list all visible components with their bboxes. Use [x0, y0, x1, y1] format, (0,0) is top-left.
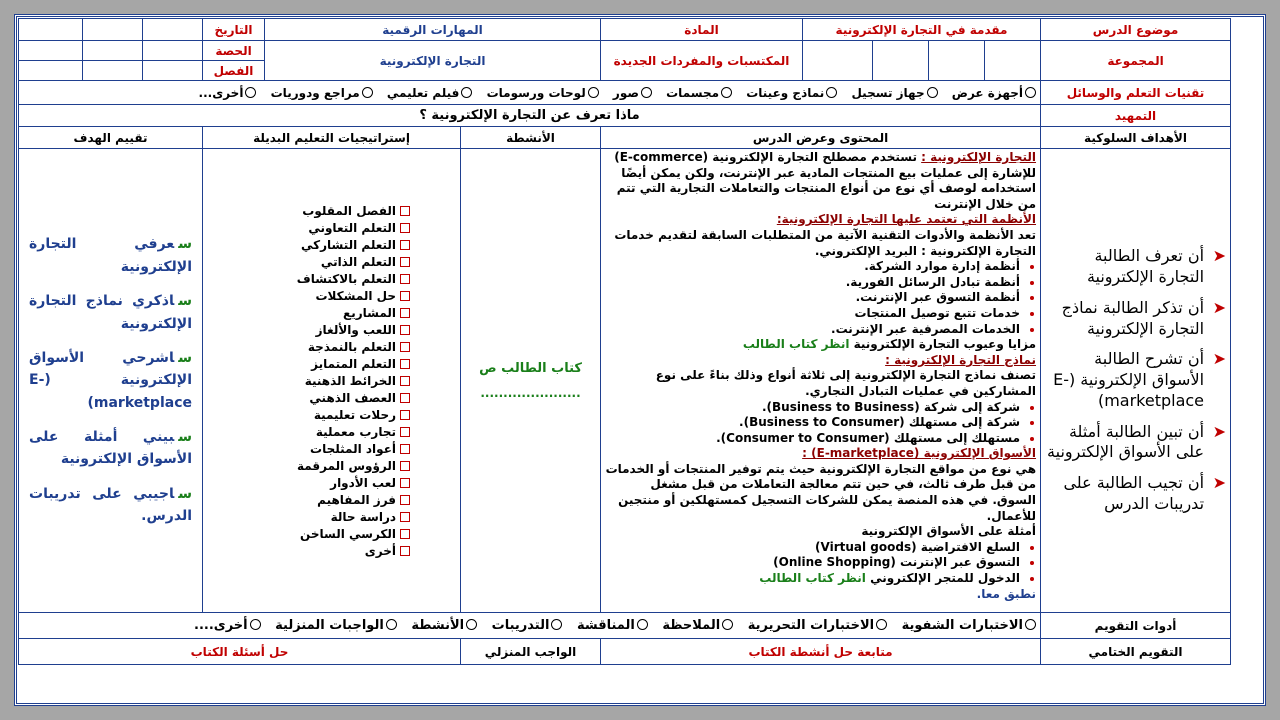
- strategy-item[interactable]: التعلم المتمايز: [207, 357, 410, 371]
- models-item: • شركة إلى شركة (Business to Business).: [605, 400, 1020, 416]
- period-cell: [143, 41, 203, 61]
- strategies-header: إستراتيجيات التعليم البديلة: [203, 127, 461, 149]
- radio-icon[interactable]: [250, 619, 261, 630]
- tool-option[interactable]: نماذج وعينات: [746, 86, 837, 100]
- checkbox-icon[interactable]: [400, 240, 410, 250]
- assessment-option[interactable]: أخرى....: [194, 618, 261, 633]
- book-reference: انظر كتاب الطالب: [742, 337, 854, 352]
- strategy-item[interactable]: الخرائط الذهنية: [207, 374, 410, 388]
- tool-option[interactable]: أجهزة عرض: [952, 86, 1036, 100]
- assessment-option[interactable]: الملاحظة: [662, 618, 733, 633]
- strategy-item[interactable]: التعلم بالنمذجة: [207, 340, 410, 354]
- strategy-item[interactable]: فرز المفاهيم: [207, 493, 410, 507]
- subject-label: المادة: [601, 19, 803, 41]
- strategy-item[interactable]: العصف الذهني: [207, 391, 410, 405]
- strategy-item[interactable]: التعلم التعاوني: [207, 221, 410, 235]
- checkbox-icon[interactable]: [400, 478, 410, 488]
- checkbox-icon[interactable]: [400, 495, 410, 505]
- examples-item: • التسوق عبر الإنترنت (Online Shopping): [605, 555, 1020, 571]
- tool-option[interactable]: مراجع ودوريات: [271, 86, 373, 100]
- strategy-item[interactable]: التعلم التشاركي: [207, 238, 410, 252]
- strategies-cell: [203, 149, 461, 613]
- systems-list: [605, 259, 1036, 337]
- objective-item: ➤ أن تذكر الطالبة نماذج التجارة الإلكترونية: [1061, 297, 1227, 338]
- tools-label: تقنيات التعلم والوسائل: [1041, 81, 1231, 105]
- radio-icon[interactable]: [588, 87, 599, 98]
- objective-item: ➤ أن تجيب الطالبة على تدريبات الدرس: [1063, 473, 1227, 514]
- topic-label: موضوع الدرس: [1041, 19, 1231, 41]
- strategy-item[interactable]: الفصل المقلوب: [207, 204, 410, 218]
- closing-text: نطبق معا.: [976, 586, 1037, 601]
- checkbox-icon[interactable]: [400, 444, 410, 454]
- period-cell: [83, 41, 143, 61]
- evaluation-question: ساشرحي الأسواق الإلكترونية (E-marketplace): [29, 349, 192, 411]
- tool-option[interactable]: لوحات ورسومات: [487, 86, 599, 100]
- checkbox-icon[interactable]: [400, 393, 410, 403]
- checkbox-icon[interactable]: [400, 308, 410, 318]
- assessment-option[interactable]: الاختبارات الشفوية: [902, 618, 1036, 633]
- examples-item: • الدخول للمتجر الإلكتروني انظر كتاب الطالب: [605, 571, 1020, 587]
- evaluation-header: تقييم الهدف: [19, 127, 203, 149]
- group-cell: [929, 41, 985, 81]
- lesson-plan-table: [18, 18, 1231, 665]
- strategy-item[interactable]: المشاريع: [207, 306, 410, 320]
- examples-list: [605, 540, 1036, 587]
- assessment-option[interactable]: المناقشة: [577, 618, 648, 633]
- header-row-2: [19, 41, 1231, 61]
- tools-row: [19, 81, 1231, 105]
- activities-cell: [461, 149, 601, 613]
- assessment-option[interactable]: الواجبات المنزلية: [275, 618, 397, 633]
- systems-item: • أنظمة إدارة موارد الشركة.: [605, 259, 1020, 275]
- systems-item: • أنظمة التسوق عبر الإنترنت.: [605, 290, 1020, 306]
- group-cell: [803, 41, 873, 81]
- book-reference: انظر كتاب الطالب: [759, 571, 871, 586]
- activities-book: كتاب الطالب ص: [479, 361, 582, 376]
- strategy-item[interactable]: تجارب معملية: [207, 425, 410, 439]
- checkbox-icon[interactable]: [400, 342, 410, 352]
- radio-icon[interactable]: [466, 619, 477, 630]
- systems-item: • الخدمات المصرفية عبر الإنترنت.: [605, 322, 1020, 338]
- period-label: الحصة: [203, 41, 265, 61]
- content-cell: [601, 149, 1041, 613]
- strategy-item[interactable]: حل المشكلات: [207, 289, 410, 303]
- market-text: هي نوع من مواقع التجارة الإلكترونية حيث يتم توفير المنتجات أو الخدمات من قبل طرف ثالث، في حين تتم معالجة التعاملات من قبل مشغل السوق. في هذه المنصة يمكن للشركات التسجيل كمستهلكين أو منتجين للأعمال.: [605, 461, 1037, 523]
- tool-option[interactable]: فيلم تعليمي: [387, 86, 473, 100]
- checkbox-icon[interactable]: [400, 512, 410, 522]
- radio-icon[interactable]: [245, 87, 256, 98]
- models-title: نماذج التجارة الإلكترونية :: [885, 352, 1037, 367]
- radio-icon[interactable]: [1025, 87, 1036, 98]
- vocab-label: المكتسبات والمفردات الجديدة: [601, 41, 803, 81]
- assessment-option[interactable]: التدريبات: [492, 618, 563, 633]
- topic-value: مقدمة في التجارة الإلكترونية: [803, 19, 1041, 41]
- arrow-icon: ➤: [1212, 473, 1227, 493]
- strategy-item[interactable]: الكرسي الساخن: [207, 527, 410, 541]
- activities-dots: ......................: [480, 386, 581, 400]
- strategy-item[interactable]: الرؤوس المرقمة: [207, 459, 410, 473]
- arrow-icon: ➤: [1212, 421, 1227, 441]
- content-header: المحتوى وعرض الدرس: [601, 127, 1041, 149]
- assessment-option[interactable]: الاختبارات التحريرية: [748, 618, 887, 633]
- evaluation-question: ساذكري نماذج التجارة الإلكترونية: [29, 293, 192, 332]
- intro-label: التمهيد: [1041, 105, 1231, 127]
- book-questions: حل أسئلة الكتاب: [19, 639, 461, 665]
- tool-option[interactable]: مجسمات: [666, 86, 732, 100]
- final-row: [19, 639, 1231, 665]
- arrow-icon: ➤: [1212, 246, 1227, 266]
- subject-value: المهارات الرقمية: [265, 19, 601, 41]
- radio-icon[interactable]: [721, 87, 732, 98]
- class-cell: [19, 61, 83, 81]
- systems-item: • أنظمة تبادل الرسائل الفورية.: [605, 275, 1020, 291]
- examples-item: • السلع الافتراضية (Virtual goods): [605, 540, 1020, 556]
- final-activities: متابعة حل أنشطة الكتاب: [601, 639, 1041, 665]
- class-label: الفصل: [203, 61, 265, 81]
- models-list: [605, 400, 1036, 447]
- strategy-item[interactable]: دراسة حالة: [207, 510, 410, 524]
- strategy-item[interactable]: لعب الأدوار: [207, 476, 410, 490]
- evaluation-question: سبيني أمثلة على الأسواق الإلكترونية: [29, 429, 192, 468]
- objectives-header: الأهداف السلوكية: [1041, 127, 1231, 149]
- homework-label: الواجب المنزلي: [461, 639, 601, 665]
- checkbox-icon[interactable]: [400, 376, 410, 386]
- radio-icon[interactable]: [362, 87, 373, 98]
- models-item: • شركة إلى مستهلك (Business to Consumer).: [605, 415, 1020, 431]
- assessment-label: أدوات التقويم: [1041, 613, 1231, 639]
- checkbox-icon[interactable]: [400, 461, 410, 471]
- radio-icon[interactable]: [722, 619, 733, 630]
- group-cell: [985, 41, 1041, 81]
- examples-text: أمثلة على الأسواق الإلكترونية: [861, 524, 1037, 539]
- radio-icon[interactable]: [1025, 619, 1036, 630]
- checkbox-icon[interactable]: [400, 291, 410, 301]
- assessment-row: [19, 613, 1231, 639]
- objective-item: ➤ أن تشرح الطالبة الأسواق الإلكترونية (E-marketplace): [1053, 349, 1227, 410]
- strategy-item[interactable]: أعواد المثلجات: [207, 442, 410, 456]
- strategy-item[interactable]: التعلم الذاتي: [207, 255, 410, 269]
- strategy-item[interactable]: أخرى: [207, 544, 410, 558]
- models-text: تصنف نماذج التجارة الإلكترونية إلى ثلاثة أنواع وذلك بناءً على نوع المشاركين في عمليات التبادل التجاري.: [655, 368, 1037, 398]
- checkbox-icon[interactable]: [400, 427, 410, 437]
- market-title: الأسواق الإلكترونية (E-marketplace) :: [802, 446, 1037, 461]
- class-cell: [83, 61, 143, 81]
- checkbox-icon[interactable]: [400, 257, 410, 267]
- date-cell: [19, 19, 83, 41]
- radio-icon[interactable]: [826, 87, 837, 98]
- checkbox-icon[interactable]: [400, 223, 410, 233]
- assessment-option[interactable]: الأنشطة: [411, 618, 477, 633]
- definition-text: تستخدم مصطلح التجارة الإلكترونية (E-commerce) للإشارة إلى عمليات بيع المنتجات المادية عبر الإنترنت، ولكن يمكن أيضًا استخدامه لوصف أي نوع من أنواع المنتجات والتعاملات التجارية التي تتم من خلال الإنترنت: [614, 150, 1037, 211]
- objectives-cell: [1041, 149, 1231, 613]
- tools-list: [19, 81, 1041, 105]
- pros-line: مزايا وعيوب التجارة الإلكترونية انظر كتاب الطالب: [742, 337, 1037, 352]
- arrow-icon: ➤: [1212, 349, 1227, 369]
- activities-header: الأنشطة: [461, 127, 601, 149]
- final-label: التقويم الختامي: [1041, 639, 1231, 665]
- radio-icon[interactable]: [641, 87, 652, 98]
- radio-icon[interactable]: [551, 619, 562, 630]
- radio-icon[interactable]: [461, 87, 472, 98]
- checkbox-icon[interactable]: [400, 325, 410, 335]
- radio-icon[interactable]: [927, 87, 938, 98]
- objective-item: ➤ أن تعرف الطالبة التجارة الإلكترونية: [1086, 246, 1227, 286]
- main-row: [19, 149, 1231, 613]
- columns-header-row: [19, 127, 1231, 149]
- tool-option[interactable]: صور: [613, 86, 652, 100]
- period-cell: [19, 41, 83, 61]
- intro-row: [19, 105, 1231, 127]
- evaluation-question: سعرفي التجارة الإلكترونية: [29, 236, 192, 275]
- systems-title: الأنظمة التي تعتمد عليها التجارة الإلكترونية:: [776, 212, 1037, 227]
- checkbox-icon[interactable]: [400, 529, 410, 539]
- arrow-icon: ➤: [1212, 297, 1227, 317]
- radio-icon[interactable]: [876, 619, 887, 630]
- checkbox-icon[interactable]: [400, 274, 410, 284]
- date-label: التاريخ: [203, 19, 265, 41]
- checkbox-icon[interactable]: [400, 546, 410, 556]
- evaluation-question: ساجيبي على تدريبات الدرس.: [29, 485, 192, 525]
- systems-item: • خدمات تتبع توصيل المنتجات: [605, 306, 1020, 322]
- strategy-item[interactable]: التعلم بالاكتشاف: [207, 272, 410, 286]
- radio-icon[interactable]: [386, 619, 397, 630]
- checkbox-icon[interactable]: [400, 359, 410, 369]
- strategy-item[interactable]: اللعب والألغاز: [207, 323, 410, 337]
- objective-item: ➤ أن تبين الطالبة أمثلة على الأسواق الإلكترونية: [1047, 421, 1227, 462]
- header-row-1: [19, 19, 1231, 41]
- group-cell: [873, 41, 929, 81]
- assessment-list: [19, 613, 1041, 639]
- definition-paragraph: [605, 150, 1036, 212]
- strategy-item[interactable]: رحلات تعليمية: [207, 408, 410, 422]
- tool-option[interactable]: جهاز تسجيل: [851, 86, 937, 100]
- group-label: المجموعة: [1041, 41, 1231, 81]
- tool-option[interactable]: أخرى...: [199, 86, 257, 100]
- date-cell: [143, 19, 203, 41]
- definition-title: التجارة الإلكترونية :: [921, 150, 1037, 164]
- evaluation-cell: [19, 149, 203, 613]
- vocab-value: التجارة الإلكترونية: [265, 41, 601, 81]
- intro-question: ماذا تعرف عن التجارة الإلكترونية ؟: [19, 105, 1041, 127]
- checkbox-icon[interactable]: [400, 206, 410, 216]
- systems-text: تعد الأنظمة والأدوات التقنية الآتية من المتطلبات السابقة لتقديم خدمات التجارة الإلكترونية : البريد الإلكتروني.: [614, 227, 1037, 258]
- date-cell: [83, 19, 143, 41]
- models-item: • مستهلك إلى مستهلك (Consumer to Consumer).: [605, 431, 1020, 447]
- checkbox-icon[interactable]: [400, 410, 410, 420]
- radio-icon[interactable]: [637, 619, 648, 630]
- class-cell: [143, 61, 203, 81]
